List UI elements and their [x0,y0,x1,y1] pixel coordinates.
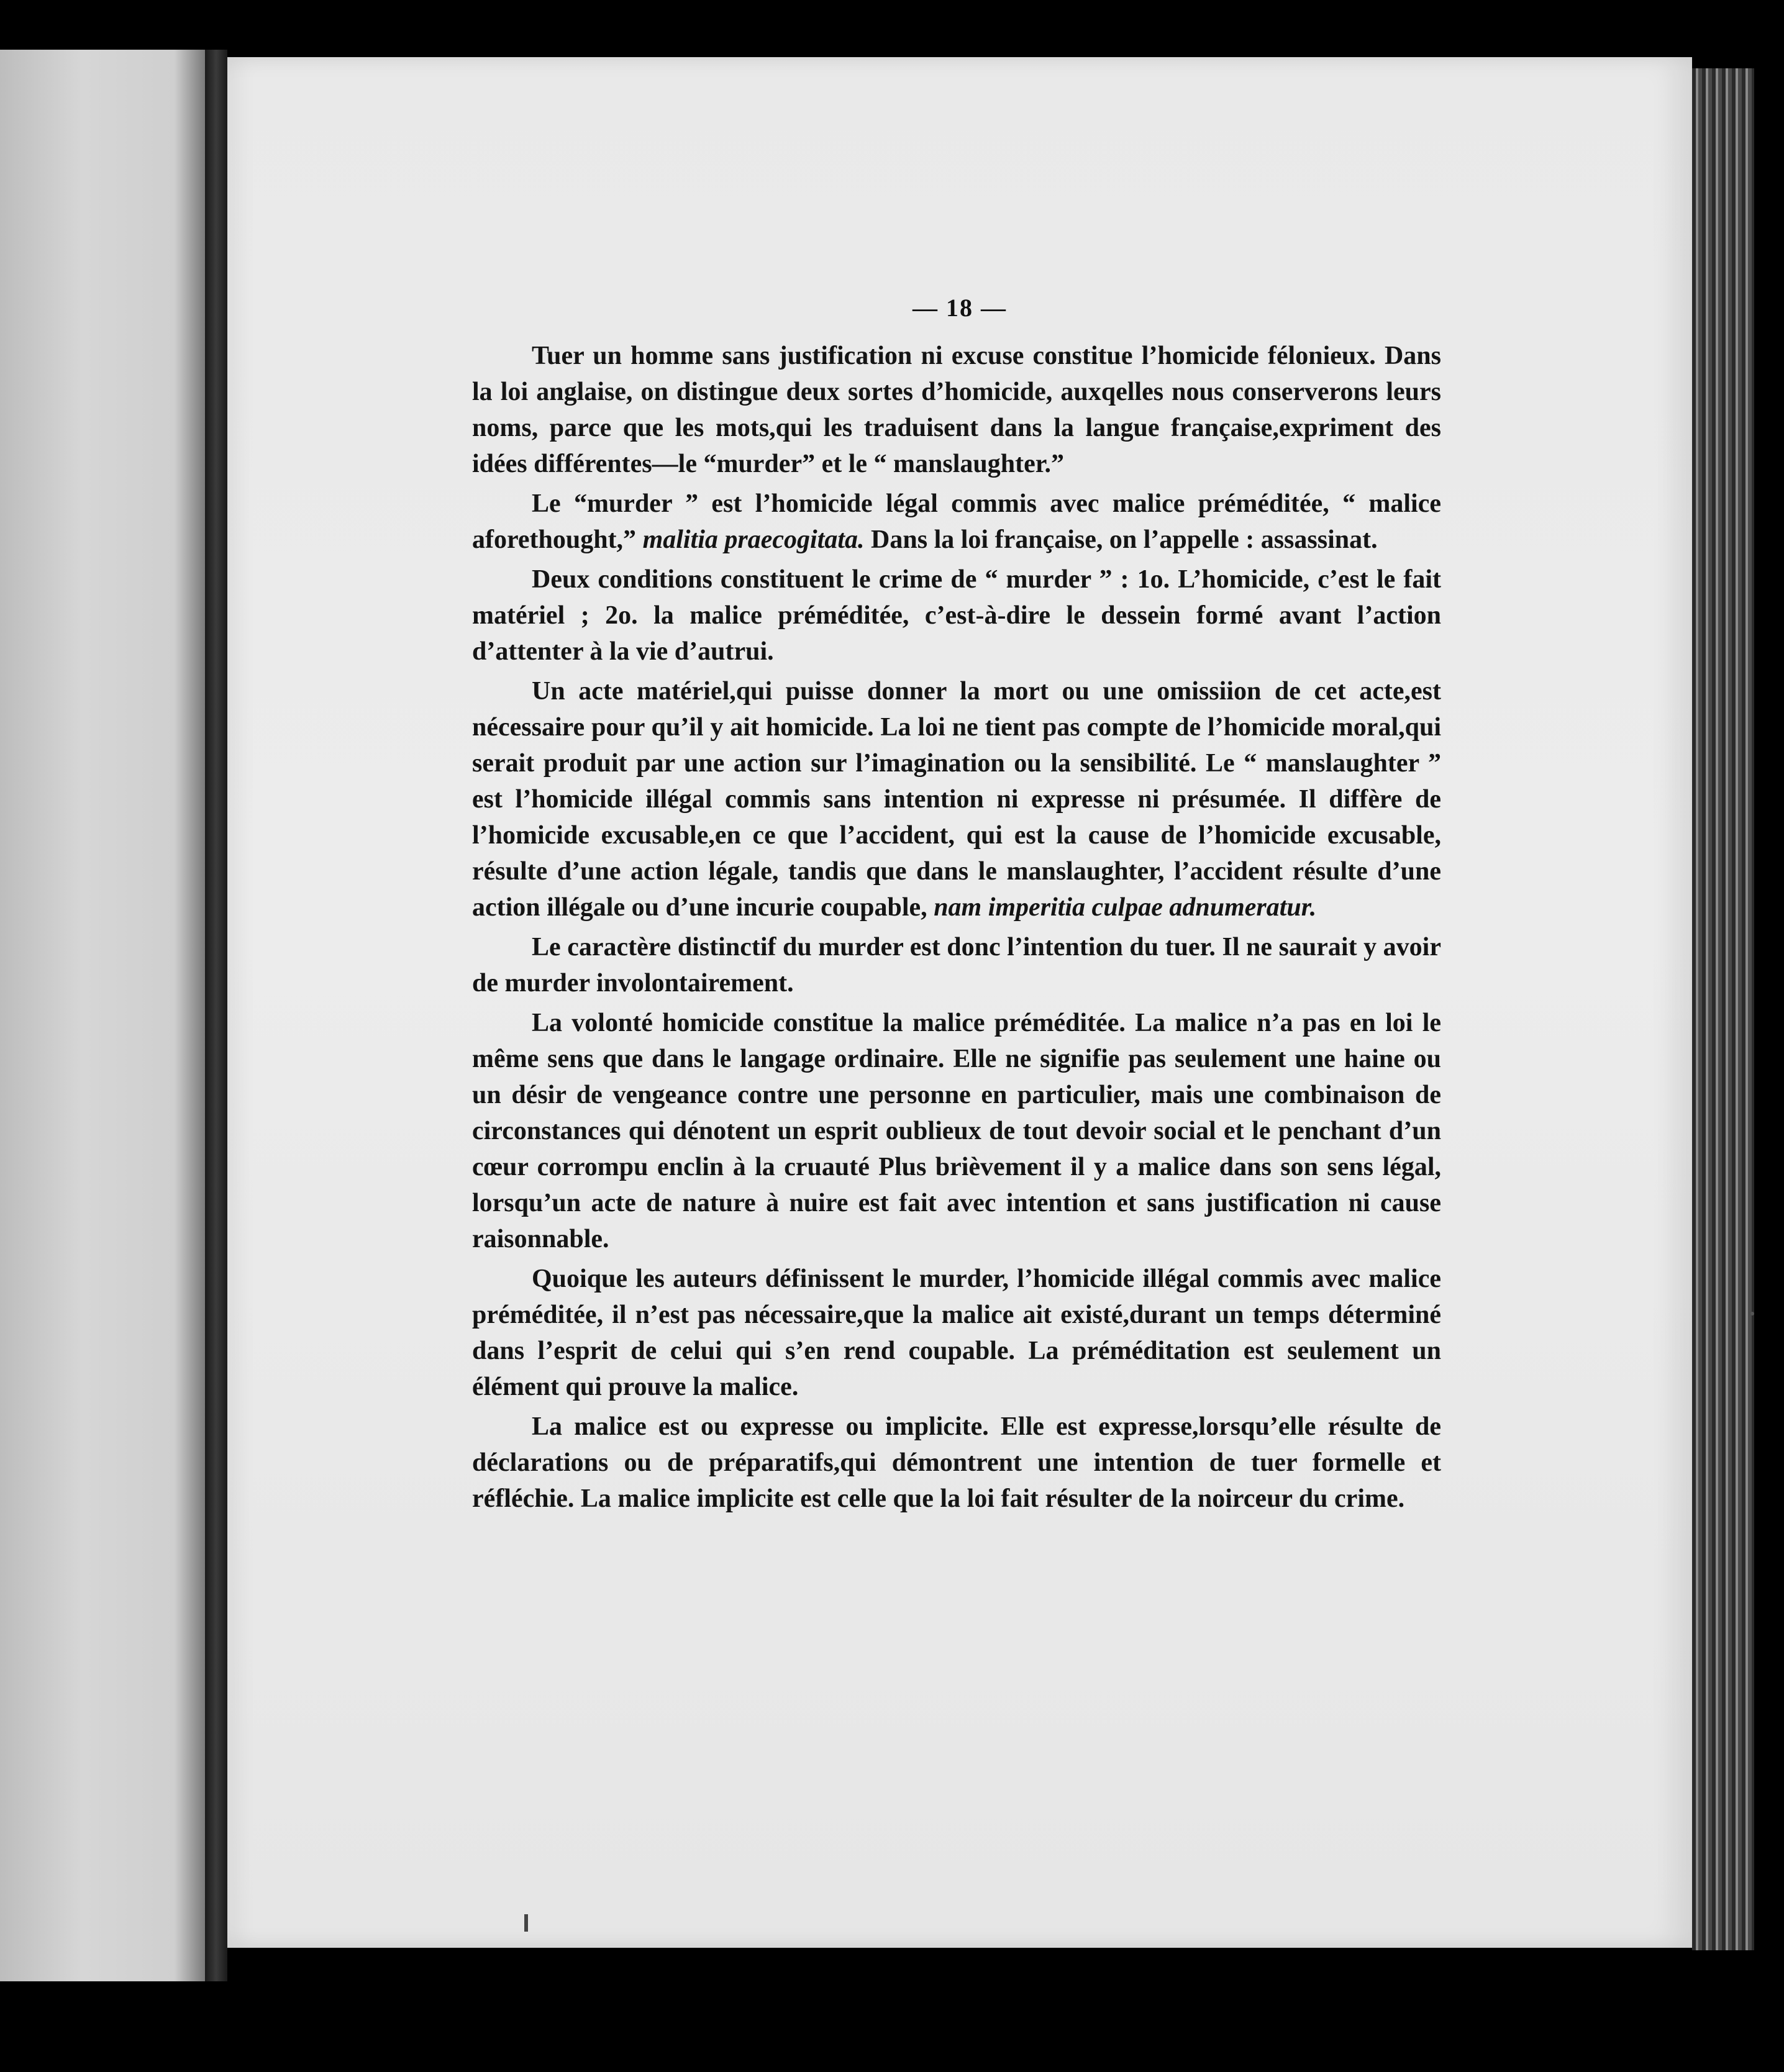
paragraph-1: Tuer un homme sans justification ni excuse constitue l’homicide félonieux. Dans la loi anglaise, on distingue deux sortes d’homicide, auxqelles nous conserverons leurs noms, parce que les mots,qui les traduisent dans la langue française,expriment des idées différentes—le “murder” et le “ manslaughter.” [472,342,1441,478]
paragraph-8: La malice est ou expresse ou implicite. Elle est expresse,lorsqu’elle résulte de déclarations ou de préparatifs,qui démontrent une intention de tuer formelle et réfléchie. La malice implicite est celle que la loi fait résulter de la noirceur du crime. [472,1412,1441,1513]
paragraph-5: Le caractère distinctif du murder est donc l’intention du tuer. Il ne saurait y avoir de murder involontairement. [472,933,1441,997]
paragraph-2-text-before: Le “murder ” est l’homicide légal commis avec malice préméditée, “ malice aforethought,” [472,489,1441,554]
scanned-page [227,57,1692,1948]
paragraph-3: Deux conditions constituent le crime de “ murder ” : 1o. L’homicide, c’est le fait matériel ; 2o. la malice préméditée, c’est-à-dire le dessein formé avant l’action d’attenter à la vie d’autrui. [472,565,1441,666]
page-stack-edge [1692,68,1754,1950]
paragraph-4-latin: nam imperitia culpae adnumeratur. [934,893,1317,922]
page-body [472,338,1441,1520]
paragraph-4 [472,673,1441,925]
paragraph-4-text-before: Un acte matériel,qui puisse donner la mort ou une omissiion de cet acte,est nécessaire pour qu’il y ait homicide. La loi ne tient pas compte de l’homicide moral,qui serait produit par une action sur l’imagination ou la sensibilité. Le “ manslaughter ” est l’homicide illégal commis sans intention ni expresse ni présumée. Il diffère de l’homicide excusable,en ce que l’accident, qui est la cause de l’homicide excusable, résulte d’une action légale, tandis que dans le manslaughter, l’accident résulte d’une action illégale ou d’une incurie coupable, [472,677,1441,922]
paragraph-2-latin: malitia praecogitata. [642,525,865,554]
speck-mark [1750,1312,1754,1315]
book-spine [205,50,227,1981]
facing-page-edge [0,50,205,1981]
paragraph-6: La volonté homicide constitue la malice préméditée. La malice n’a pas en loi le même sens que dans le langage ordinaire. Elle ne signifie pas seulement une haine ou un désir de vengeance contre une personne en particulier, mais une combinaison de circonstances qui dénotent un esprit oublieux de tout devoir social et le penchant d’un cœur corrompu enclin à la cruauté Plus brièvement il y a malice dans son sens légal, lorsqu’un acte de nature à nuire est fait avec intention et sans justification ni cause raisonnable. [472,1009,1441,1253]
paragraph-2-text-after: Dans la loi française, on l’appelle : assassinat. [864,525,1378,554]
paragraph-7: Quoique les auteurs définissent le murder, l’homicide illégal commis avec malice préméditée, il n’est pas nécessaire,que la malice ait existé,durant un temps déterminé dans l’esprit de celui qui s’en rend coupable. La préméditation est seulement un élément qui prouve la malice. [472,1265,1441,1401]
paragraph-2 [472,486,1441,558]
page-number: — 18 — [912,294,1007,322]
margin-mark [524,1914,528,1932]
